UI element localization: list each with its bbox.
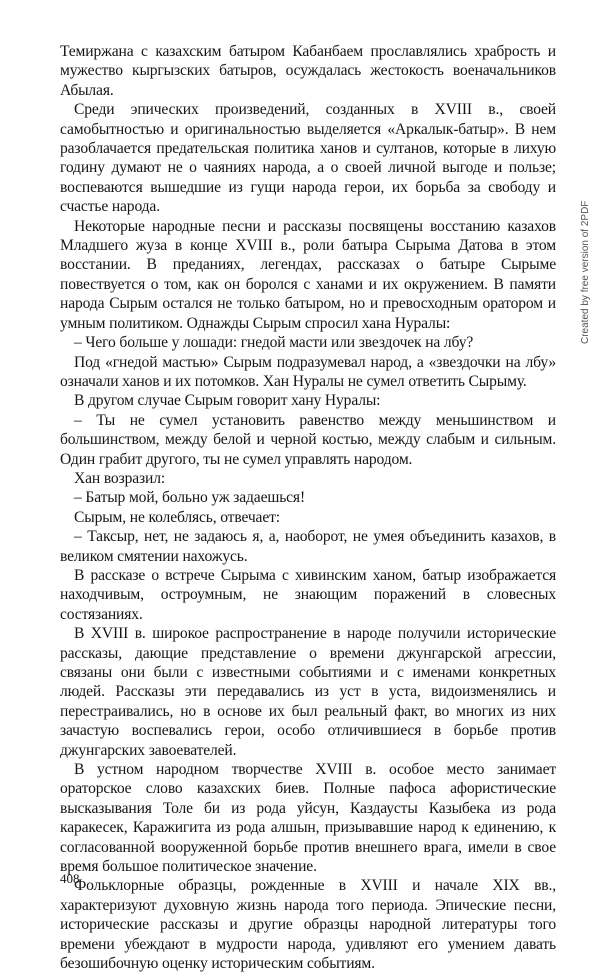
paragraph: В XVIII в. широкое распространение в народе получили исторические рассказы, дающие представление о времени джунгарской агрессии, связаны они были с известными событиями и с именами конкретных людей. Рассказы эти передавались из уст в уста, видоизменялись и перестраивались, но в основе их был реальный факт, во многих из них зачастую воспевались герои, особо отличившиеся в борьбе против джунгарских завоевателей. (60, 625, 556, 759)
paragraph: В рассказе о встрече Сырыма с хивинским ханом, батыр изображается находчивым, остроумным, не знающим поражений в словесных состязаниях. (60, 566, 556, 623)
paragraph: Темиржана с казахским батыром Кабанбаем прославлялись храбрость и мужество кыргызских батыров, осуждалась жестокость военачальников Абылая. (60, 43, 556, 99)
paragraph: Среди эпических произведений, созданных в XVIII в., своей самобытностью и оригинальностью выделяется «Аркалык-батыр». В нем разоблачается предательская политика ханов и султанов, которые в лихую годину думают не о чаяниях народа, а о своей личной выгоде и пользе; воспеваются вышедшие из гущи народа герои, их борьба за свободу и счастье народа. (60, 101, 556, 216)
dialogue-line: – Чего больше у лошади: гнедой масти или звездочек на лбу? (74, 334, 474, 352)
page-number: 408 (60, 871, 80, 886)
paragraph: Под «гнедой мастью» Сырым подразумевал народ, а «звездочки на лбу» означали ханов и их потомков. Хан Нуралы не сумел ответить Сырыму. (60, 353, 556, 390)
dialogue-line: – Ты не сумел установить равенство между меньшинством и большинством, между белой и черной костью, между слабым и сильным. Один грабит другого, ты не сумел управлять народом. (60, 411, 556, 468)
body-text (60, 42, 556, 974)
dialogue-line: – Таксыр, нет, не задаюсь я, а, наоборот, не умея объединить казахов, в великом смятении нахожусь. (60, 528, 556, 565)
watermark: Created by free version of 2PDF (580, 200, 591, 344)
paragraph: В устном народном творчестве XVIII в. особое место занимает ораторское слово казахских биев. Полные пафоса афористические высказывания Толе би из рода уйсун, Каздаусты Казыбека из рода каракесек, Каражигита из рода алшын, призывавшие народ к единению, к согласованной вооруженной борьбе против внешнего врага, имели в свое время большое политическое значение. (60, 761, 556, 876)
paragraph: Сырым, не колеблясь, отвечает: (74, 508, 280, 526)
dialogue-line: – Батыр мой, больно уж задаешься! (74, 489, 305, 507)
paragraph: Хан возразил: (74, 469, 166, 487)
paragraph: В другом случае Сырым говорит хану Нуралы: (74, 392, 381, 410)
paragraph: Фольклорные образцы, рожденные в XVIII и начале XIX вв., характеризуют духовную жизнь народа того периода. Эпические песни, исторические рассказы и другие образцы народной литературы того времени убеждают в мудрости народа, удивляют его умением давать безошибочную оценку историческим событиям. (60, 877, 556, 973)
paragraph: Некоторые народные песни и рассказы посвящены восстанию казахов Младшего жуза в конце XVIII в., роли батыра Сырыма Датова в этом восстании. В преданиях, легендах, рассказах о батыре Сырыме повествуется о том, как он боролся с ханами и их окружением. В памяти народа Сырым остался не только батыром, но и превосходным оратором и умным политиком. Однажды Сырым спросил хана Нуралы: (60, 217, 556, 332)
